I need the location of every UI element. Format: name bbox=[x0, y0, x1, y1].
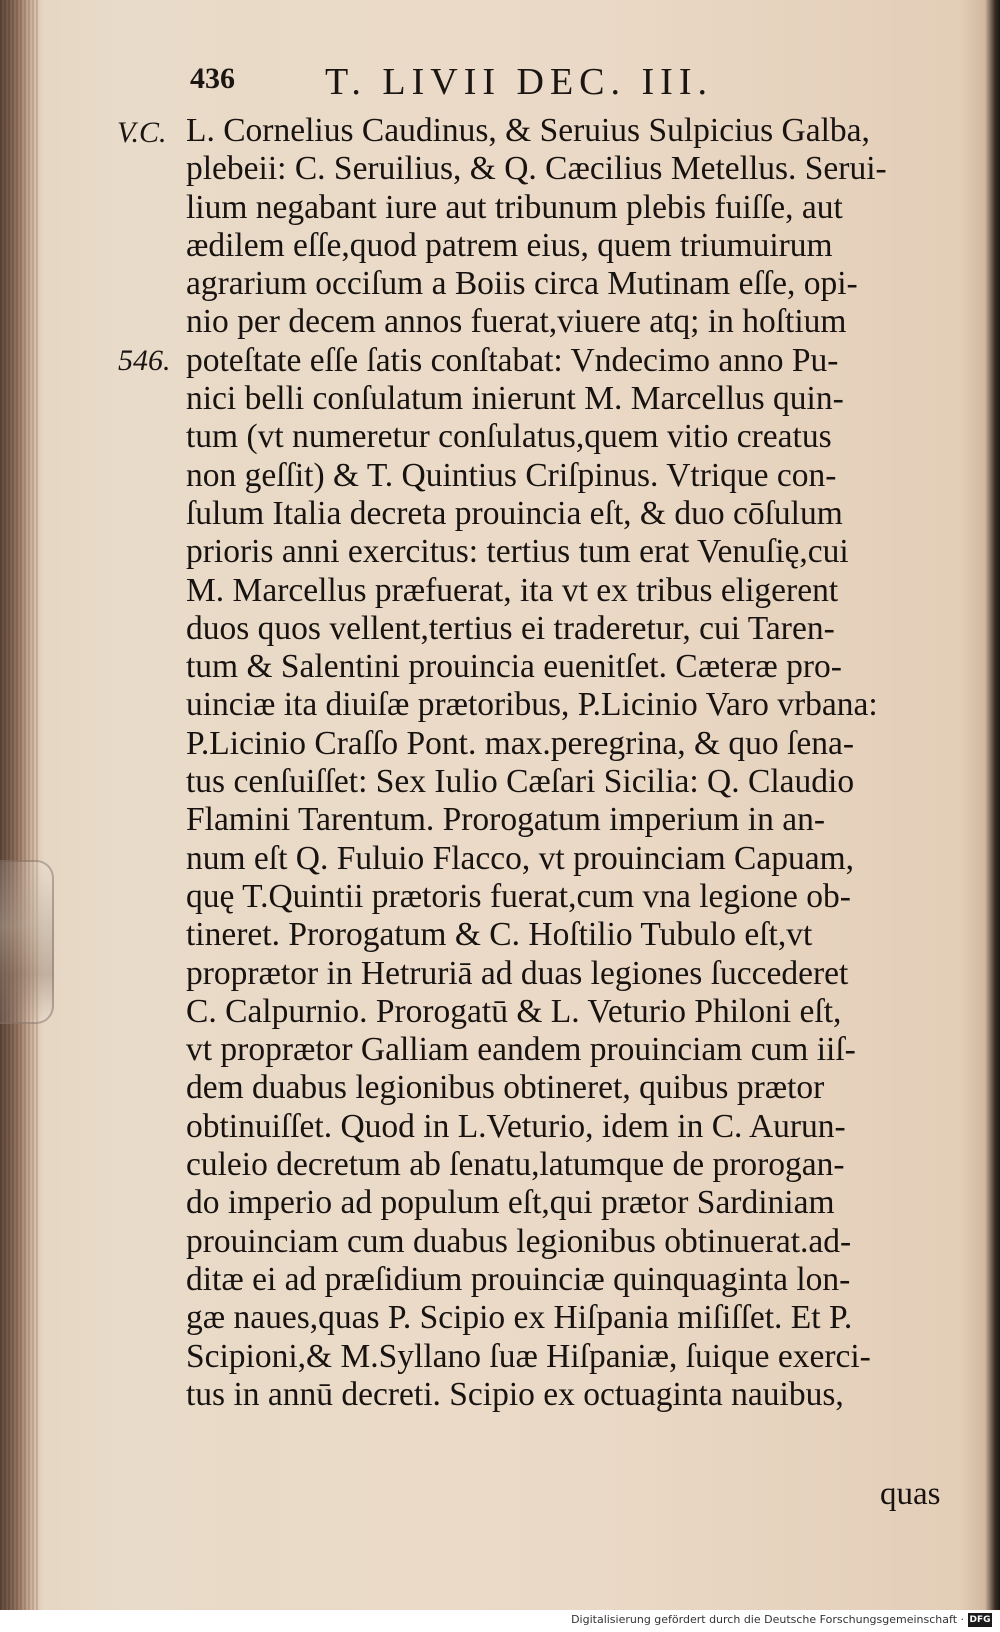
text-line: agrarium occiſum a Boiis circa Mutinam eſſe, opi- bbox=[186, 265, 858, 303]
text-line: ſulum Italia decreta prouincia eſt, & duo cōſulum bbox=[186, 494, 843, 532]
text-line: tum & Salentini prouincia euenitſet. Cæteræ pro- bbox=[186, 648, 842, 686]
text-line: dem duabus legionibus obtineret, quibus prætor bbox=[186, 1069, 825, 1107]
page-header bbox=[190, 62, 850, 106]
text-line: tineret. Prorogatum & C. Hoſtilio Tubulo eſt,vt bbox=[186, 916, 813, 954]
text-line: plebeii: C. Seruilius, & Q. Cæcilius Metellus. Serui- bbox=[186, 150, 887, 188]
page-number: 436 bbox=[190, 62, 235, 95]
text-line: ditæ ei ad præſidium prouinciæ quinquaginta lon- bbox=[186, 1260, 851, 1298]
text-line: L. Cornelius Caudinus, & Seruius Sulpicius Galba, bbox=[186, 112, 870, 149]
text-line: gæ naues,quas P. Scipio ex Hiſpania miſiſſet. Et P. bbox=[186, 1299, 853, 1337]
margin-note-year: 546. bbox=[118, 344, 171, 377]
text-line: vt proprætor Galliam eandem prouinciam cum iiſ- bbox=[186, 1031, 856, 1069]
footer-credit: Digitalisierung gefördert durch die Deutsche Forschungsgemeinschaft · bbox=[571, 1613, 964, 1626]
text-line: Scipioni,& M.Syllano ſuæ Hiſpaniæ, ſuique exerci- bbox=[186, 1337, 871, 1375]
text-line: P.Licinio Craſſo Pont. max.peregrina, & quo ſena- bbox=[186, 724, 855, 762]
text-line: quę T.Quintii prætoris fuerat,cum vna legione ob- bbox=[186, 877, 851, 915]
body-text bbox=[186, 112, 956, 1414]
text-line: lium negabant iure aut tribunum plebis fuiſſe, aut bbox=[186, 188, 843, 226]
text-line: tus cenſuiſſet: Sex Iulio Cæſari Sicilia: Q. Claudio bbox=[186, 763, 855, 801]
page-edge bbox=[0, 0, 38, 1610]
text-line: ædilem eſſe,quod patrem eius, quem triumuirum bbox=[186, 226, 833, 264]
text-line: Flamini Tarentum. Prorogatum imperium in an- bbox=[186, 801, 826, 839]
catchword: quas bbox=[880, 1476, 941, 1512]
book-clasp bbox=[0, 860, 54, 1024]
text-line: obtinuiſſet. Quod in L.Veturio, idem in C. Aurun- bbox=[186, 1107, 846, 1145]
footer-bar bbox=[0, 1610, 1000, 1632]
text-line: C. Calpurnio. Prorogatū & L. Veturio Philoni eſt, bbox=[186, 992, 842, 1030]
margin-note-vc: V.C. bbox=[117, 116, 167, 149]
text-line: do imperio ad populum eſt,qui prætor Sardiniam bbox=[186, 1184, 835, 1222]
text-line: nio per decem annos fuerat,viuere atq; in hoſtium bbox=[186, 303, 847, 341]
dfg-logo: DFG bbox=[969, 1615, 991, 1625]
text-line: uinciæ ita diuiſæ prætoribus, P.Licinio Varo vrbana: bbox=[186, 686, 878, 724]
text-line: proprætor in Hetruriā ad duas legiones ſuccederet bbox=[186, 954, 849, 992]
text-line: tum (vt numeretur conſulatus,quem vitio creatus bbox=[186, 418, 832, 456]
text-line: num eſt Q. Fuluio Flacco, vt prouinciam Capuam, bbox=[186, 839, 855, 877]
text-line: prioris anni exercitus: tertius tum erat Venuſię,cui bbox=[186, 533, 849, 571]
text-line: prouinciam cum duabus legionibus obtinuerat.ad- bbox=[186, 1222, 852, 1260]
text-line: culeio decretum ab ſenatu,latumque de prorogan- bbox=[186, 1146, 845, 1184]
running-title: T. LIVII DEC. III. bbox=[325, 61, 713, 103]
text-line: poteſtate eſſe ſatis conſtabat: Vndecimo anno Pu- bbox=[186, 341, 839, 379]
text-line: M. Marcellus præfuerat, ita vt ex tribus eligerent bbox=[186, 571, 839, 609]
text-line: tus in annū decreti. Scipio ex octuaginta nauibus, bbox=[186, 1375, 844, 1413]
text-line: non geſſit) & T. Quintius Criſpinus. Vtrique con- bbox=[186, 456, 837, 494]
text-line: duos quos vellent,tertius ei traderetur, cui Taren- bbox=[186, 609, 835, 647]
text-line: nici belli conſulatum inierunt M. Marcellus quin- bbox=[186, 380, 844, 418]
